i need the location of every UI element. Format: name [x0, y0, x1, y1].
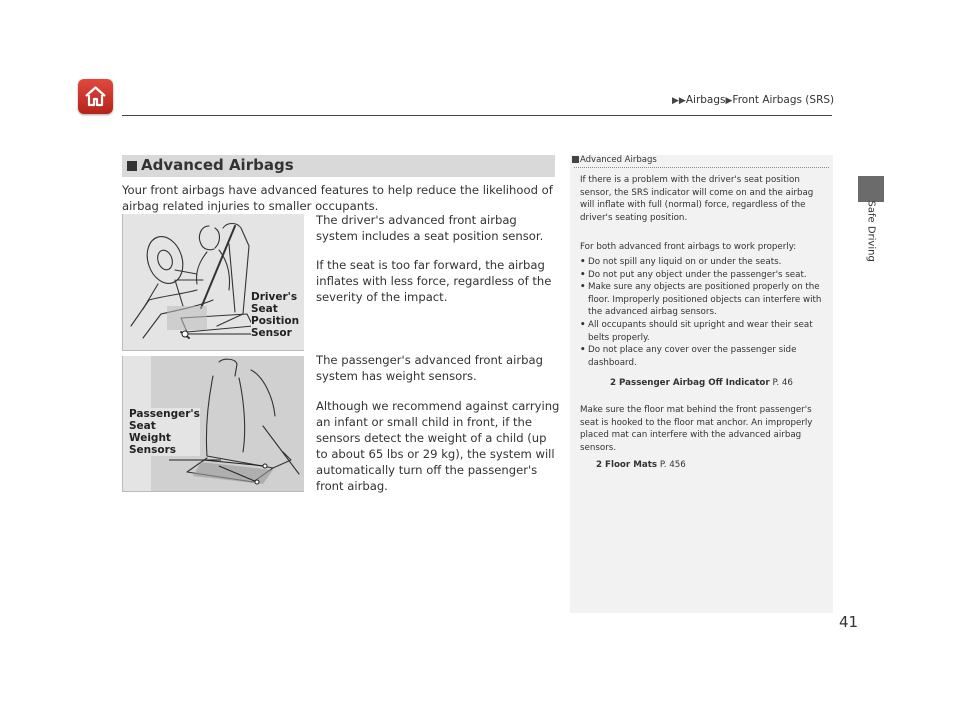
driver-seat-illustration [122, 214, 304, 351]
caption-line: Sensor [251, 327, 292, 339]
passenger-paragraph-1: The passenger's advanced front airbag system has weight sensors. [316, 353, 543, 383]
breadcrumb-item-airbags[interactable]: Airbags [685, 94, 726, 106]
reference-page: P. 456 [659, 460, 686, 470]
header-divider [122, 115, 832, 116]
cross-reference-airbag-off[interactable] [610, 377, 793, 390]
breadcrumb-arrow-icon: ▶▶ [672, 96, 686, 106]
caption-line: Weight [129, 432, 171, 444]
caption-line: Passenger's [129, 408, 200, 420]
breadcrumb-item-front-airbags[interactable]: Front Airbags (SRS) [732, 94, 835, 106]
section-title: Advanced Airbags [141, 156, 294, 174]
passenger-seat-illustration [122, 356, 304, 492]
passenger-sensor-caption [129, 408, 200, 456]
driver-description [316, 212, 561, 305]
passenger-description [316, 352, 561, 494]
note-paragraph-3: Make sure the floor mat behind the front passenger's seat is hooked to the floor mat anchor. An improperly placed mat can interfere with the advanced airbag sensors. [580, 405, 813, 453]
note-paragraph-2: For both advanced front airbags to work properly: [580, 242, 797, 252]
reference-title[interactable]: Passenger Airbag Off Indicator [619, 378, 770, 388]
page-number: 41 [839, 613, 859, 631]
list-item: • Do not put any object under the passenger's seat. [580, 269, 827, 282]
note-paragraph-1: If there is a problem with the driver's seat position sensor, the SRS indicator will come on and the airbag will inflate with full (normal) force, regardless of the driver's seating position. [580, 175, 814, 223]
passenger-paragraph-2: Although we recommend against carrying an infant or small child in front, if the sensors detect the weight of a child (up to about 65 lbs or 29 kg), the system will automatically turn off the passenger's front airbag. [316, 399, 560, 493]
caption-line: Sensors [129, 444, 177, 456]
home-icon [83, 84, 108, 109]
section-square-icon [127, 161, 137, 171]
caption-line: Position [251, 315, 300, 327]
chapter-label: Safe Driving [865, 200, 877, 262]
note-bullet-list [580, 256, 827, 369]
home-button[interactable] [78, 79, 113, 114]
list-item: • All occupants should sit upright and wear their seat belts properly. [580, 319, 827, 344]
reference-title[interactable]: Floor Mats [605, 460, 658, 470]
caption-line: Driver's [251, 291, 298, 303]
reference-page: P. 46 [772, 378, 793, 388]
reference-arrow-icon: 2 [610, 378, 617, 388]
reference-arrow-icon: 2 [596, 460, 603, 470]
caption-line: Seat [251, 303, 278, 315]
list-item: • Do not spill any liquid on or under the seats. [580, 256, 827, 269]
list-item: • Make sure any objects are positioned properly on the floor. Improperly positioned objects can interfere with the advanced airbag sensors. [580, 281, 827, 319]
caption-line: Seat [129, 420, 156, 432]
driver-paragraph-2: If the seat is too far forward, the airbag inflates with less force, regardless of the severity of the impact. [316, 258, 552, 304]
side-note-title: Advanced Airbags [580, 155, 657, 165]
cross-reference-floor-mats[interactable] [596, 459, 686, 472]
note-marker-icon [572, 156, 579, 163]
driver-paragraph-1: The driver's advanced front airbag system includes a seat position sensor. [316, 213, 544, 243]
section-header [122, 155, 555, 177]
breadcrumb [672, 94, 834, 106]
driver-sensor-caption [251, 291, 299, 339]
breadcrumb-arrow-icon: ▶ [725, 96, 733, 106]
intro-paragraph: Your front airbags have advanced features to help reduce the likelihood of airbag related injuries to smaller occupants. [122, 183, 553, 213]
list-item: • Do not place any cover over the passenger side dashboard. [580, 344, 827, 369]
side-note-divider [574, 167, 829, 168]
chapter-tab[interactable] [858, 176, 884, 202]
side-note-heading [572, 155, 657, 165]
